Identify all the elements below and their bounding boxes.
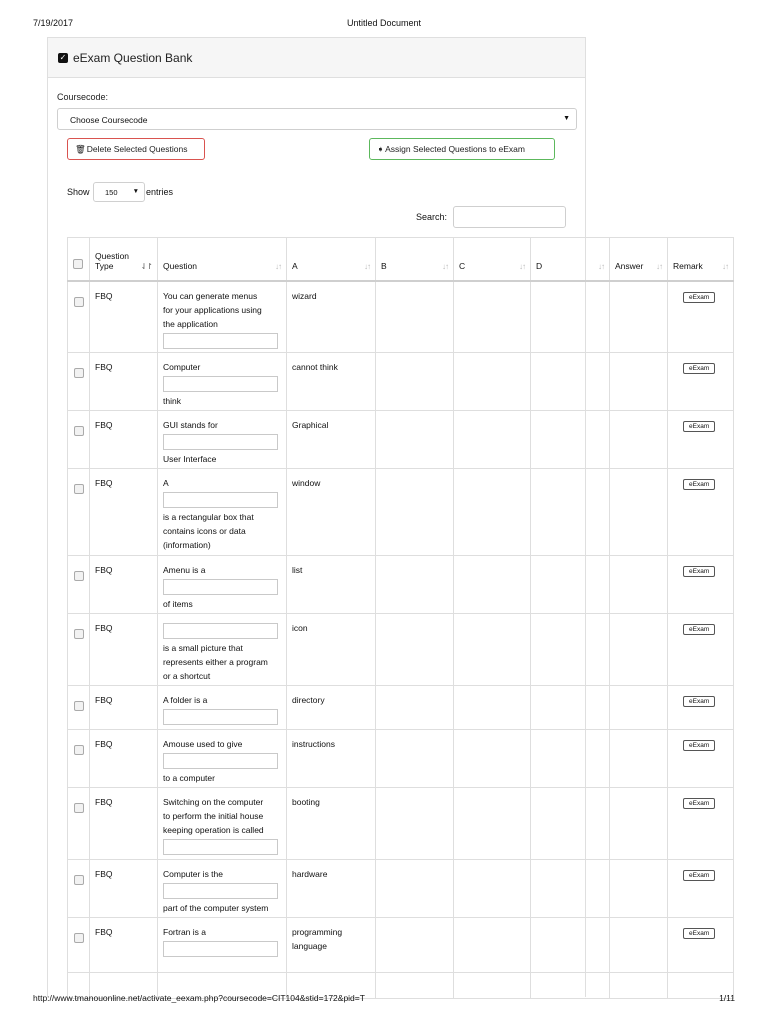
table-row bbox=[68, 686, 734, 730]
question-text: (information) bbox=[163, 540, 211, 550]
sort-icon: ↓↑ bbox=[519, 261, 525, 271]
header-answer-label: Answer bbox=[615, 260, 644, 271]
coursecode-selected-value: Choose Coursecode bbox=[70, 115, 148, 125]
header-answer[interactable] bbox=[610, 238, 668, 281]
blank-answer-input[interactable] bbox=[163, 333, 278, 349]
sort-icon: ↓↑ bbox=[656, 261, 662, 271]
question-text: Amouse used to give bbox=[163, 739, 243, 749]
question-text: to a computer bbox=[163, 773, 215, 783]
cell-option-d bbox=[531, 686, 610, 730]
header-a[interactable] bbox=[287, 238, 376, 281]
entries-label: entries bbox=[146, 187, 174, 197]
blank-answer-input[interactable] bbox=[163, 492, 278, 508]
cell-option-c bbox=[454, 730, 531, 788]
row-select-cell[interactable] bbox=[68, 353, 90, 411]
cell-option-d bbox=[531, 281, 610, 353]
table-row bbox=[68, 281, 734, 353]
checkbox-checked-icon: ✓ bbox=[59, 53, 67, 62]
cell-answer bbox=[610, 281, 668, 353]
table-row bbox=[68, 353, 734, 411]
cell-option-d bbox=[531, 730, 610, 788]
cell-option-c bbox=[454, 918, 531, 973]
sort-asc-icon: ⇃↾ bbox=[140, 261, 152, 271]
cell-option-b bbox=[376, 686, 454, 730]
question-text: or a shortcut bbox=[163, 671, 211, 681]
cell-question-type: FBQ bbox=[90, 281, 158, 353]
cell-option-b bbox=[376, 469, 454, 556]
option-a-text: wizard bbox=[292, 290, 317, 301]
cell-option-c bbox=[454, 556, 531, 614]
cell-option-b bbox=[376, 860, 454, 918]
row-checkbox[interactable] bbox=[74, 933, 84, 943]
blank-answer-input[interactable] bbox=[163, 941, 278, 957]
blank-answer-input[interactable] bbox=[163, 623, 278, 639]
header-question-type[interactable] bbox=[90, 238, 158, 281]
header-c-label: C bbox=[459, 260, 466, 271]
sort-icon: ↓↑ bbox=[722, 261, 728, 271]
cell-question bbox=[158, 469, 287, 556]
cell-option-d bbox=[531, 788, 610, 860]
cell-option-b bbox=[376, 281, 454, 353]
cell-question bbox=[158, 353, 287, 411]
header-question-type-line2: Type bbox=[95, 260, 114, 271]
eexam-button[interactable]: eExam bbox=[683, 928, 715, 939]
cell-option-d bbox=[531, 411, 610, 469]
cell-question-type: FBQ bbox=[90, 860, 158, 918]
cell-option-b bbox=[376, 614, 454, 686]
cell-option-c bbox=[454, 686, 531, 730]
row-select-cell[interactable] bbox=[68, 686, 90, 730]
eexam-button[interactable]: eExam bbox=[683, 363, 715, 374]
question-text: contains icons or data bbox=[163, 526, 246, 536]
cell-remark bbox=[668, 860, 734, 918]
option-a-text: programming bbox=[292, 927, 343, 937]
question-text: Fortran is a bbox=[163, 927, 206, 937]
table-row bbox=[68, 556, 734, 614]
cell-question bbox=[158, 614, 287, 686]
question-text: for your applications using bbox=[163, 304, 262, 315]
cell-remark bbox=[668, 614, 734, 686]
cell-answer bbox=[610, 411, 668, 469]
cell-option-a bbox=[287, 788, 376, 860]
cell-question bbox=[158, 281, 287, 353]
header-b[interactable] bbox=[376, 238, 454, 281]
trash-icon: 🗑 bbox=[75, 144, 86, 154]
cell-option-a bbox=[287, 614, 376, 686]
assign-selected-label: Assign Selected Questions to eExam bbox=[385, 144, 525, 154]
question-table bbox=[67, 237, 734, 999]
eexam-button[interactable]: eExam bbox=[683, 740, 715, 751]
cell-option-b bbox=[376, 411, 454, 469]
cell-answer bbox=[610, 918, 668, 973]
row-checkbox[interactable] bbox=[74, 297, 84, 307]
print-url: http://www.tmanouonline.net/activate_eexam.php?coursecode=CIT104&stid=172&pid=T bbox=[33, 993, 365, 1003]
eexam-button[interactable]: eExam bbox=[683, 798, 715, 809]
question-text: You can generate menus bbox=[163, 290, 258, 301]
cell-question bbox=[158, 556, 287, 614]
row-select-cell[interactable] bbox=[68, 411, 90, 469]
cell-option-d bbox=[531, 353, 610, 411]
table-row bbox=[68, 730, 734, 788]
cell-option-d bbox=[531, 918, 610, 973]
cell-option-c bbox=[454, 411, 531, 469]
blank-answer-input[interactable] bbox=[163, 434, 278, 450]
question-text: Amenu is a bbox=[163, 565, 206, 575]
print-date: 7/19/2017 bbox=[33, 18, 74, 28]
table-row bbox=[68, 411, 734, 469]
cell-question bbox=[158, 730, 287, 788]
blank-answer-input[interactable] bbox=[163, 839, 278, 855]
delete-selected-button[interactable] bbox=[67, 138, 205, 160]
option-a-text: language bbox=[292, 941, 327, 951]
cell-question-type: FBQ bbox=[90, 411, 158, 469]
print-page-number: 1/11 bbox=[719, 993, 735, 1003]
row-checkbox[interactable] bbox=[74, 875, 84, 885]
question-text: A bbox=[163, 478, 169, 488]
row-select-cell[interactable] bbox=[68, 860, 90, 918]
option-a-text: window bbox=[292, 478, 321, 488]
sort-icon: ↓↑ bbox=[364, 261, 370, 271]
question-text: think bbox=[163, 396, 181, 406]
sort-icon: ↓↑ bbox=[442, 261, 448, 271]
panel-title: eExam Question Bank bbox=[73, 51, 193, 65]
cell-option-c bbox=[454, 281, 531, 353]
row-select-cell[interactable] bbox=[68, 281, 90, 353]
select-all-checkbox[interactable] bbox=[73, 259, 83, 269]
header-a-label: A bbox=[292, 260, 298, 271]
print-header bbox=[33, 18, 735, 32]
row-checkbox[interactable] bbox=[74, 571, 84, 581]
cell-option-b bbox=[376, 788, 454, 860]
coursecode-select[interactable] bbox=[57, 108, 577, 130]
cell-answer bbox=[610, 686, 668, 730]
cell-question-type: FBQ bbox=[90, 918, 158, 973]
cell-answer bbox=[610, 788, 668, 860]
cell-question bbox=[158, 918, 287, 973]
option-a-text: cannot think bbox=[292, 362, 338, 372]
table-row bbox=[68, 788, 734, 860]
cell-option-a bbox=[287, 353, 376, 411]
question-text: Computer is the bbox=[163, 869, 223, 879]
document-title: Untitled Document bbox=[346, 18, 422, 28]
option-a-text: list bbox=[292, 565, 303, 575]
cell-question-type: FBQ bbox=[90, 469, 158, 556]
option-a-text: directory bbox=[292, 695, 325, 705]
row-checkbox[interactable] bbox=[74, 484, 84, 494]
option-a-text: booting bbox=[292, 797, 320, 807]
cell-option-d bbox=[531, 614, 610, 686]
option-a-text: instructions bbox=[292, 739, 335, 749]
cell-question-type: FBQ bbox=[90, 730, 158, 788]
cell-question bbox=[158, 686, 287, 730]
option-a-text: Graphical bbox=[292, 420, 329, 430]
row-checkbox[interactable] bbox=[74, 745, 84, 755]
cell-option-d bbox=[531, 860, 610, 918]
table-header-row bbox=[68, 238, 734, 281]
table-row bbox=[68, 469, 734, 556]
row-select-cell[interactable] bbox=[68, 469, 90, 556]
row-select-cell[interactable] bbox=[68, 730, 90, 788]
entries-length-value: 150 bbox=[105, 188, 118, 197]
cell-question bbox=[158, 411, 287, 469]
search-input[interactable] bbox=[453, 206, 566, 228]
eexam-button[interactable]: eExam bbox=[683, 292, 715, 303]
header-remark[interactable] bbox=[668, 238, 734, 281]
header-d-label: D bbox=[536, 260, 543, 271]
cell-option-b bbox=[376, 353, 454, 411]
cell-remark bbox=[668, 353, 734, 411]
question-text: keeping operation is called bbox=[163, 825, 264, 835]
cell-option-a bbox=[287, 860, 376, 918]
row-select-cell[interactable] bbox=[68, 614, 90, 686]
question-text: Switching on the computer bbox=[163, 797, 264, 807]
cell-answer bbox=[610, 730, 668, 788]
print-footer bbox=[33, 993, 735, 1007]
blank-answer-input[interactable] bbox=[163, 753, 278, 769]
option-a-text: hardware bbox=[292, 869, 328, 879]
cell-option-a bbox=[287, 281, 376, 353]
cell-option-b bbox=[376, 918, 454, 973]
cell-answer bbox=[610, 614, 668, 686]
header-remark-label: Remark bbox=[673, 260, 703, 271]
delete-selected-label: Delete Selected Questions bbox=[86, 144, 188, 154]
cell-question-type: FBQ bbox=[90, 614, 158, 686]
table-row bbox=[68, 614, 734, 686]
blank-answer-input[interactable] bbox=[163, 883, 278, 899]
row-select-cell[interactable] bbox=[68, 918, 90, 973]
select-all-header[interactable] bbox=[68, 238, 90, 281]
question-text: A folder is a bbox=[163, 695, 208, 705]
question-text: to perform the initial house bbox=[163, 811, 264, 821]
cell-option-d bbox=[531, 469, 610, 556]
question-text: Computer bbox=[163, 362, 201, 372]
header-question-label: Question bbox=[163, 260, 198, 271]
blank-answer-input[interactable] bbox=[163, 376, 278, 392]
cell-remark bbox=[668, 281, 734, 353]
cell-question-type: FBQ bbox=[90, 788, 158, 860]
eexam-button[interactable]: eExam bbox=[683, 870, 715, 881]
blank-answer-input[interactable] bbox=[163, 709, 278, 725]
caret-down-icon: ▼ bbox=[132, 188, 139, 195]
eexam-button[interactable]: eExam bbox=[683, 624, 715, 635]
cell-question-type: FBQ bbox=[90, 353, 158, 411]
table-row bbox=[68, 860, 734, 918]
cell-option-b bbox=[376, 730, 454, 788]
cell-question bbox=[158, 860, 287, 918]
cell-option-c bbox=[454, 614, 531, 686]
cell-option-c bbox=[454, 860, 531, 918]
assign-selected-button[interactable] bbox=[369, 138, 555, 160]
cell-option-c bbox=[454, 469, 531, 556]
cell-answer bbox=[610, 860, 668, 918]
cell-remark bbox=[668, 918, 734, 973]
cell-remark bbox=[668, 686, 734, 730]
cell-option-c bbox=[454, 353, 531, 411]
eexam-button[interactable]: eExam bbox=[683, 479, 715, 490]
cell-option-a bbox=[287, 918, 376, 973]
row-checkbox[interactable] bbox=[74, 701, 84, 711]
row-select-cell[interactable] bbox=[68, 788, 90, 860]
question-text: the application bbox=[163, 318, 218, 329]
cell-answer bbox=[610, 469, 668, 556]
header-b-label: B bbox=[381, 260, 387, 271]
coursecode-label: Coursecode: bbox=[57, 92, 109, 102]
header-question-type-line1: Question bbox=[95, 250, 130, 261]
cell-answer bbox=[610, 353, 668, 411]
cell-option-a bbox=[287, 411, 376, 469]
cell-question-type: FBQ bbox=[90, 686, 158, 730]
eexam-button[interactable]: eExam bbox=[683, 696, 715, 707]
blank-answer-input[interactable] bbox=[163, 579, 278, 595]
search-label: Search: bbox=[416, 212, 448, 222]
cell-option-a bbox=[287, 556, 376, 614]
row-checkbox[interactable] bbox=[74, 426, 84, 436]
option-a-text: icon bbox=[292, 623, 308, 633]
cell-answer bbox=[610, 556, 668, 614]
cell-option-d bbox=[531, 556, 610, 614]
row-select-cell[interactable] bbox=[68, 556, 90, 614]
question-text: represents either a program bbox=[163, 657, 268, 667]
question-text: GUI stands for bbox=[163, 420, 218, 430]
header-question[interactable] bbox=[158, 238, 287, 281]
cell-remark bbox=[668, 411, 734, 469]
cell-remark bbox=[668, 469, 734, 556]
question-table-body bbox=[68, 281, 734, 999]
row-checkbox[interactable] bbox=[74, 803, 84, 813]
cell-option-c bbox=[454, 788, 531, 860]
panel-heading bbox=[48, 38, 585, 78]
eexam-button[interactable]: eExam bbox=[683, 566, 715, 577]
header-c[interactable] bbox=[454, 238, 531, 281]
question-text: part of the computer system bbox=[163, 903, 269, 913]
sort-icon: ↓↑ bbox=[275, 261, 281, 271]
cell-option-b bbox=[376, 556, 454, 614]
cell-question bbox=[158, 788, 287, 860]
row-checkbox[interactable] bbox=[74, 368, 84, 378]
cell-question-type: FBQ bbox=[90, 556, 158, 614]
row-checkbox[interactable] bbox=[74, 629, 84, 639]
cell-remark bbox=[668, 788, 734, 860]
question-text: User Interface bbox=[163, 454, 217, 464]
question-text: is a small picture that bbox=[163, 643, 243, 653]
cell-remark bbox=[668, 556, 734, 614]
question-text: of items bbox=[163, 599, 193, 609]
table-row bbox=[68, 918, 734, 973]
caret-down-icon: ▼ bbox=[563, 115, 570, 122]
pushpin-icon: ➧ bbox=[377, 144, 385, 154]
eexam-button[interactable]: eExam bbox=[683, 421, 715, 432]
show-label: Show bbox=[67, 187, 90, 197]
cell-option-a bbox=[287, 686, 376, 730]
cell-option-a bbox=[287, 469, 376, 556]
sort-icon: ↓↑ bbox=[598, 261, 604, 271]
header-d[interactable] bbox=[531, 238, 610, 281]
question-text: is a rectangular box that bbox=[163, 512, 254, 522]
cell-remark bbox=[668, 730, 734, 788]
entries-length-select[interactable] bbox=[93, 182, 145, 202]
cell-option-a bbox=[287, 730, 376, 788]
